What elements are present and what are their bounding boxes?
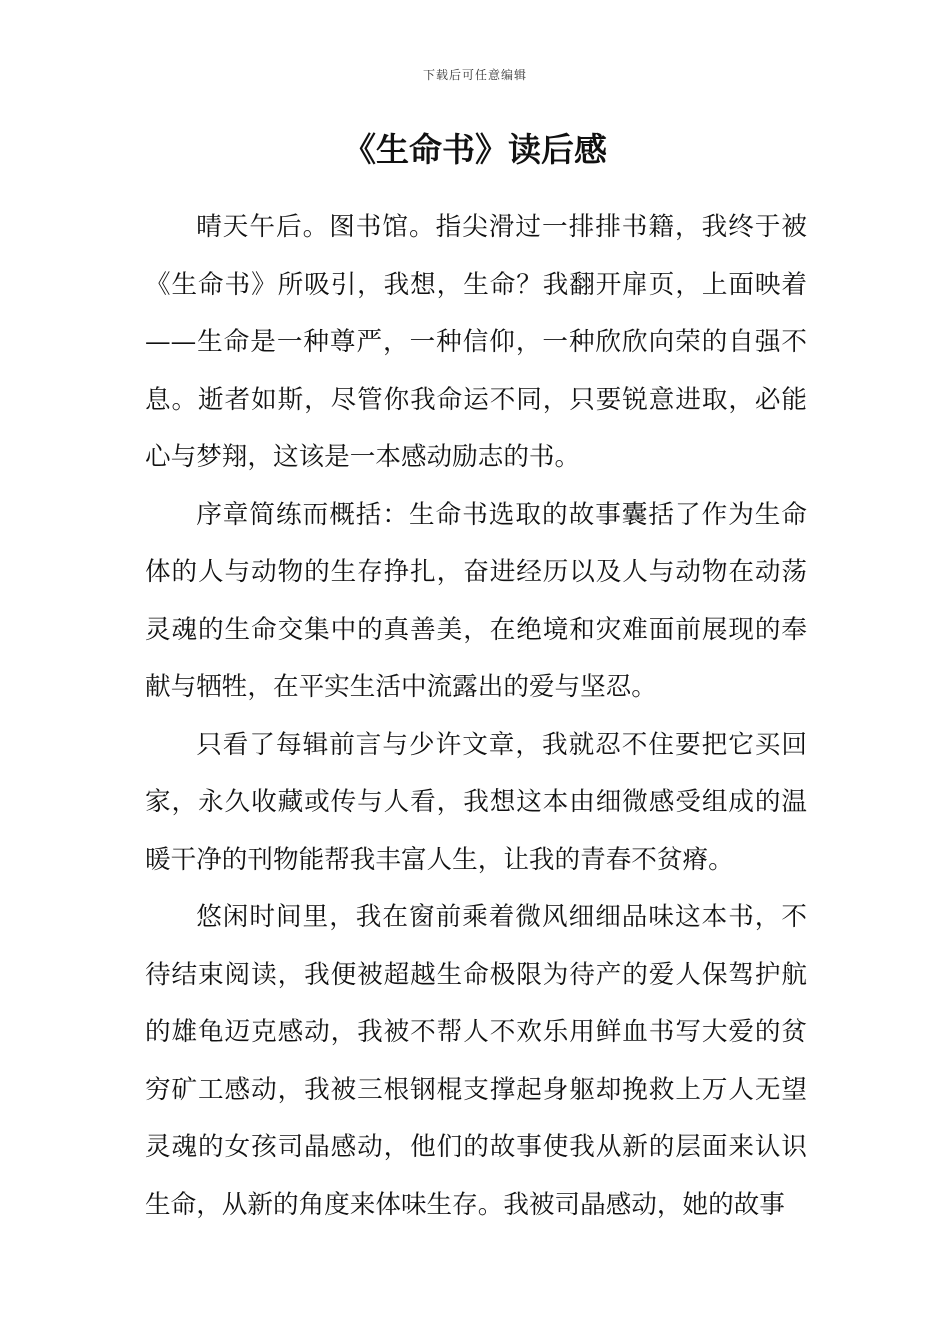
- header-note: 下载后可任意编辑: [422, 68, 527, 82]
- document-title: 《生命书》读后感: [343, 130, 607, 169]
- paragraph-4: 悠闲时间里，我在窗前乘着微风细细品味这本书，不待结束阅读，我便被超越生命极限为待产的爱人保驾护航的雄龟迈克感动，我被不帮人不欢乐用鲜血书写大爱的贫穷矿工感动，我被三根钢棍支撑起身躯却挽救上万人无望灵魂的女孩司晶感动，他们的故事使我从新的层面来认识生命，从新的角度来体味生存。我被司晶感动，她的故事: [145, 902, 807, 1220]
- document-body: [145, 199, 807, 1234]
- paragraph-1: 晴天午后。图书馆。指尖滑过一排排书籍，我终于被《生命书》所吸引，我想，生命？我翻开扉页，上面映着——生命是一种尊严，一种信仰，一种欣欣向荣的自强不息。逝者如斯，尽管你我命运不同，只要锐意进取，必能心与梦翔，这该是一本感动励志的书。: [145, 212, 807, 472]
- paragraph-3: 只看了每辑前言与少许文章，我就忍不住要把它买回家，永久收藏或传与人看，我想这本由细微感受组成的温暖干净的刊物能帮我丰富人生，让我的青春不贫瘠。: [145, 729, 807, 875]
- paragraph-2: 序章简练而概括：生命书选取的故事囊括了作为生命体的人与动物的生存挣扎，奋进经历以及人与动物在动荡灵魂的生命交集中的真善美，在绝境和灾难面前展现的奉献与牺牲，在平实生活中流露出的爱与坚忍。: [145, 499, 807, 702]
